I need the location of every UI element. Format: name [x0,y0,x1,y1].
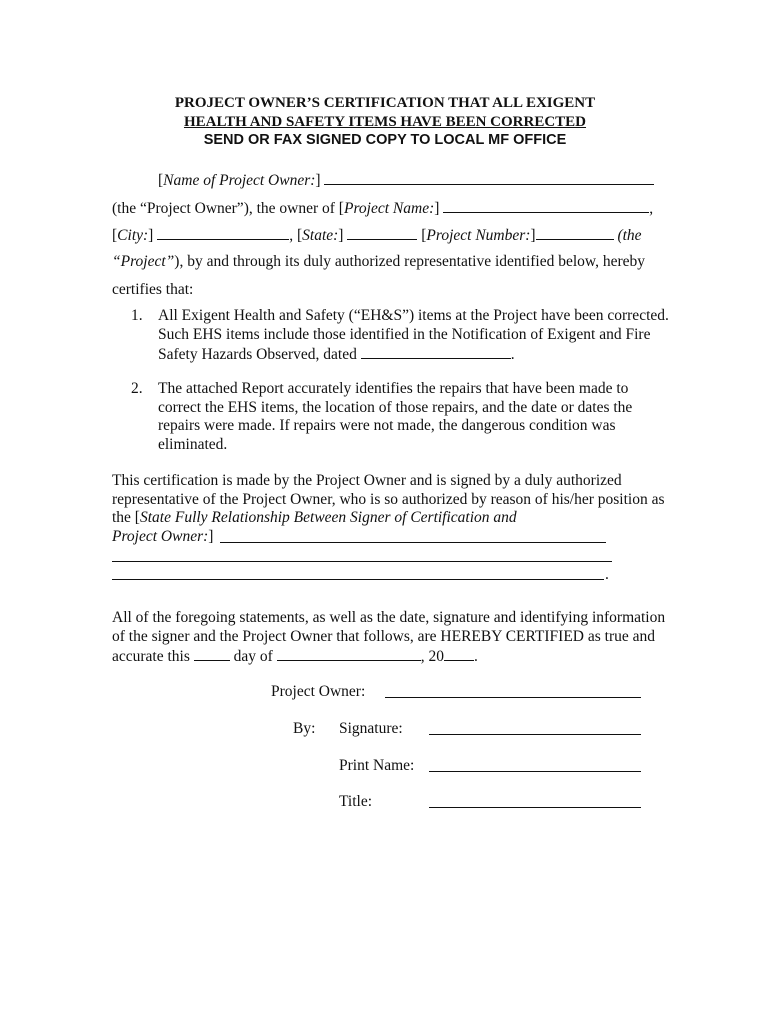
item-1-number: 1. [131,307,143,324]
foregoing-line-2: of the signer and the Project Owner that follows, are HEREBY CERTIFIED as true and [112,628,656,645]
print-name-label: Print Name: [339,757,415,774]
bracket-open: [ [158,172,164,189]
day-field[interactable] [194,646,230,661]
city-label: City: [117,227,149,244]
project-number-label: Project Number: [426,227,531,244]
comma: , [649,200,654,217]
item-1-line-3 [158,344,515,364]
certification-line-2: representative of the Project Owner, who is so authorized by reason of his/her position as [112,491,665,508]
by-label: By: [293,720,316,737]
project-owner-field[interactable] [385,697,641,698]
representative-text: ), by and through its duly authorized representative identified below, hereby [174,253,646,270]
foregoing-line-3 [112,646,478,666]
certification-line-3 [112,509,517,527]
bracket-close: ] [530,227,536,244]
bracket-open: [ [112,227,118,244]
send-fax-instruction: SEND OR FAX SIGNED COPY TO LOCAL MF OFFICE [203,132,567,148]
item-2-line-3: repairs were made. If repairs were not made, the dangerous condition was [158,417,616,434]
title-line-2-text: HEALTH AND SAFETY ITEMS HAVE BEEN CORRECTED [183,114,587,130]
foregoing-line-1: All of the foregoing statements, as well as the date, signature and identifying information [112,609,666,626]
item-2-line-4: eliminated. [158,436,228,453]
signature-label: Signature: [339,720,403,737]
project-definition-row [112,253,645,271]
bracket-close: ] [148,227,154,244]
item-2-number: 2. [131,380,143,397]
the-italic: (the [617,227,642,244]
bracket-close: ] [208,528,214,545]
period: . [473,648,478,665]
certifies-that: certifies that: [112,281,194,298]
state-label: State: [302,227,339,244]
year-field[interactable] [444,646,474,661]
dated-field[interactable] [361,344,511,359]
relationship-end-period: . [605,566,609,583]
project-italic: “Project” [112,253,175,270]
relationship-field-line-3[interactable] [112,579,604,580]
project-name-row [112,198,653,218]
relationship-field-line-2[interactable] [112,561,612,562]
certification-line-4 [112,528,213,546]
bracket-close: ] [434,200,440,217]
day-of-text: day of [233,648,273,665]
signature-field[interactable] [429,734,641,735]
item-1-line-2: Such EHS items include those identified in the Notification of Exigent and Fire [158,326,651,343]
bracket-close: ] [338,227,344,244]
owner-name-field[interactable] [324,170,654,185]
state-field[interactable] [347,225,417,240]
bracket-open: [ [421,227,427,244]
owner-name-label: Name of Project Owner: [163,172,316,189]
project-name-field[interactable] [443,198,649,213]
title-line-2 [0,113,770,131]
relationship-label: State Fully Relationship Between Signer of Certification and [139,509,517,526]
item-2-line-1: The attached Report accurately identifies the repairs that have been made to [158,380,629,397]
bracket-close: ] [315,172,321,189]
project-owner-italic: Project Owner: [112,528,209,545]
project-number-field[interactable] [536,225,614,240]
title-field[interactable] [429,807,641,808]
owner-of-text: (the “Project Owner”), the owner of [ [112,200,344,217]
city-field[interactable] [157,225,289,240]
title-line-1: PROJECT OWNER’S CERTIFICATION THAT ALL EXIGENT [174,95,596,111]
accurate-this-text: accurate this [112,648,190,665]
title-label: Title: [339,793,373,810]
month-field[interactable] [277,646,421,661]
state-separator: , [ [289,227,303,244]
location-row [112,225,642,245]
project-name-label: Project Name: [343,200,435,217]
relationship-field-line-1[interactable] [220,542,606,543]
certification-line-1: This certification is made by the Project Owner and is signed by a duly authorized [112,472,622,489]
period: . [510,346,515,363]
year-prefix: , 20 [420,648,444,665]
print-name-field[interactable] [429,771,641,772]
project-owner-name-row [158,170,654,190]
item-2-line-2: correct the EHS items, the location of those repairs, and the date or dates the [158,399,633,416]
dated-text: Safety Hazards Observed, dated [158,346,357,363]
project-owner-label: Project Owner: [271,683,366,700]
the-bracket-text: the [ [112,509,140,526]
item-1-line-1: All Exigent Health and Safety (“EH&S”) items at the Project have been corrected. [158,307,669,324]
